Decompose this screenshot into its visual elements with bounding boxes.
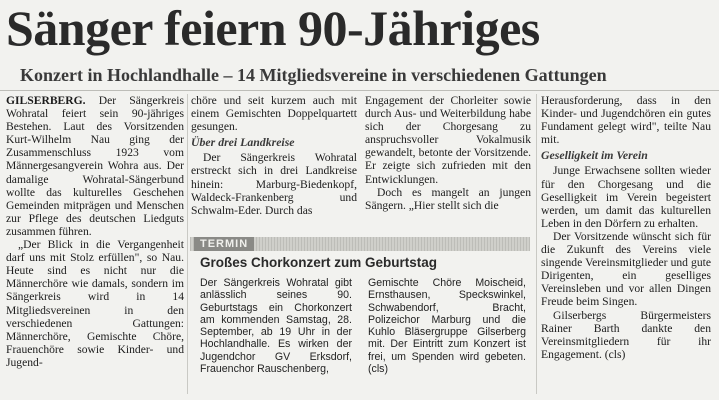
article-column-2: [191, 94, 357, 217]
column-divider: [536, 94, 537, 394]
paragraph: Der Sängerkreis Wohratal feiert sein 90-jähriges Bestehen. Laut des Vorsitzenden Kurt-Wilhelm Nau ging der Zusammenschluss 1923 vom Männergesangverein Wohra aus. Der damalige Wohratal-Sängerbund wollte das kulturelles Geschehen Gemeinden mitprägen und Menschen zur Pflege des deutschen Liedguts zusammen führen.: [6, 94, 184, 238]
paragraph: Doch es mangelt an jungen Sängern. „Hier stellt sich die: [365, 185, 531, 212]
paragraph: Junge Erwachsene sollten wieder für den Chorgesang und die Geselligkeit im Verein begeistert werden, um damit das kulturellen Leben in den Dörfern zu erhalten.: [541, 164, 711, 230]
paragraph: Engagement der Chorleiter sowie durch Aus- und Weiterbildung habe sich der Chorgesang zu anspruchsvoller Vokalmusik gewandelt, betonte der Vorsitzende. Er zeigte sich zufrieden mit den Entwicklungen.: [365, 94, 531, 186]
paragraph: Gilserbergs Bürgermeisters Rainer Barth dankte den Vereinsmitgliedern für ihr Engagement. (cls): [541, 308, 711, 361]
paragraph: Der Sängerkreis Wohratal erstreckt sich in drei Landkreise hinein: Marburg-Biedenkopf, Waldeck-Frankenberg und Schwalm-Eder. Durch das: [191, 151, 357, 217]
termin-text-left: Der Sängerkreis Wohratal gibt anlässlich seines 90. Geburtstags ein Chorkonzert am kommenden Samstag, 28. September, ab 19 Uhr in der Hochlandhalle. Es wirken der Jugendchor GV Erksdorf, Frauenchor Rauschenberg,: [200, 277, 352, 376]
termin-title: Großes Chorkonzert zum Geburtstag: [200, 255, 438, 270]
paragraph: Der Vorsitzende wünscht sich für die Zukunft des Vereins viele singende Vereinsmitglieder und gute Dirigenten, ein geselliges Vereinsleben und vor allen Dingen Freude beim Singen.: [541, 229, 711, 309]
paragraph: chöre und seit kurzem auch mit einem Gemischten Doppelquartett gesungen.: [191, 94, 357, 134]
termin-label: TERMIN: [194, 237, 254, 251]
paragraph: „Der Blick in die Vergangenheit darf uns mit Stolz erfüllen", so Nau. Heute sind es nicht nur die Männerchöre wie damals, sondern im Sängerkreis wird in 14 Mitgliedsvereinen in den verschiedenen Gattungen: Männerchöre, Gemischte Chöre, Frauenchöre sowie Kinder- und Jugend-: [6, 238, 184, 369]
section-heading: Geselligkeit im Verein: [541, 148, 648, 163]
column-divider: [187, 94, 188, 394]
section-heading: Über drei Landkreise: [191, 135, 295, 150]
paragraph: Herausforderung, dass in den Kinder- und Jugendchören ein gutes Fundament gelegt wird", teilte Nau mit.: [541, 94, 711, 147]
headline: Sänger feiern 90-Jähriges: [6, 0, 540, 56]
article-column-4: [541, 94, 711, 361]
dateline: GILSERBERG.: [6, 94, 86, 107]
header-rule: [0, 90, 719, 91]
article-column-1: [6, 94, 184, 369]
subheadline: Konzert in Hochlandhalle – 14 Mitgliedsvereine in verschiedenen Gattungen: [20, 65, 607, 85]
termin-text-right: Gemischte Chöre Moischeid, Ernsthausen, Speckswinkel, Schwabendorf, Bracht, Polizeichor Marburg und die Kuhlo Bläsergruppe Gilserberg mit. Der Eintritt zum Konzert ist frei, um Spenden wird gebeten. (cls): [368, 277, 526, 376]
article-column-3: [365, 94, 531, 212]
termin-box: [190, 237, 530, 397]
